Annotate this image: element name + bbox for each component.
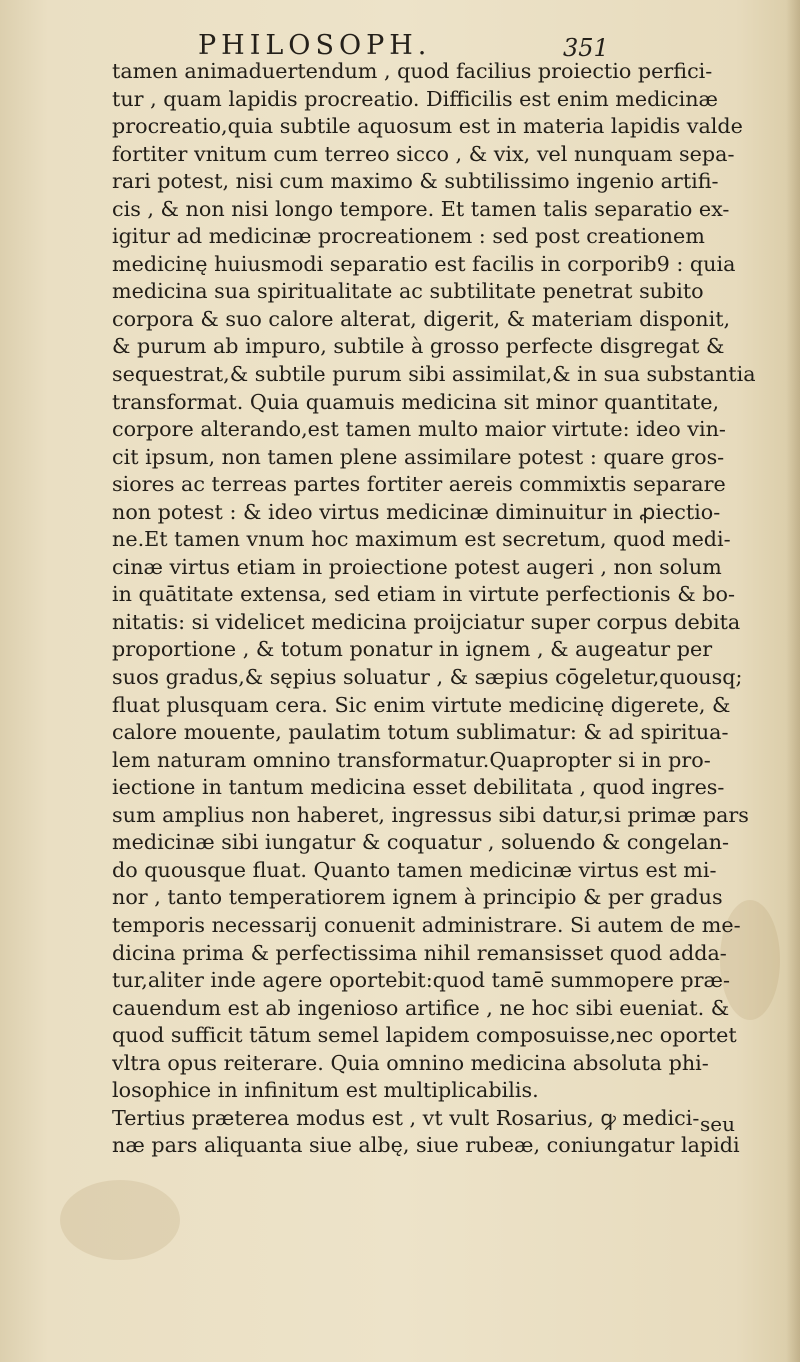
text-line: medicina sua spiritualitate ac subtilitate penetrat subito — [112, 279, 704, 304]
text-line: medicinæ sibi iungatur & coquatur , soluendo & congelan- — [112, 830, 730, 855]
text-line: cinæ virtus etiam in proiectione potest augeri , non solum — [112, 554, 722, 579]
text-line: siores ac terreas partes fortiter aereis commixtis separare — [112, 472, 726, 497]
text-line: nor , tanto temperatiorem ignem à principio & per gradus — [112, 885, 723, 910]
body-text — [112, 58, 784, 1160]
text-line: procreatio,quia subtile aquosum est in materia lapidis valde — [112, 114, 743, 139]
text-line: temporis necessarij conuenit administrare. Si autem de me- — [112, 912, 741, 937]
text-line: dicina prima & perfectissima nihil remansisset quod adda- — [112, 940, 727, 965]
text-line: losophice in infinitum est multiplicabilis. — [112, 1078, 539, 1103]
text-line: corpore alterando,est tamen multo maior virtute: ideo vin- — [112, 417, 726, 442]
paper-stain — [60, 1180, 180, 1260]
running-head: PHILOSOPH. — [198, 30, 432, 61]
text-line: cit ipsum, non tamen plene assimilare potest : quare gros- — [112, 444, 725, 469]
text-line: corpora & suo calore alterat, digerit, & materiam disponit, — [112, 306, 731, 331]
text-line: calore mouente, paulatim totum sublimatur: & ad spiritua- — [112, 720, 729, 745]
text-line: vltra opus reiterare. Quia omnino medicina absoluta phi- — [112, 1050, 709, 1075]
text-line: sequestrat,& subtile purum sibi assimilat,& in sua substantia — [112, 362, 756, 387]
text-line: non potest : & ideo virtus medicinæ diminuitur in ꝓiectio- — [112, 499, 721, 524]
text-line: do quousque fluat. Quanto tamen medicinæ virtus est mi- — [112, 857, 717, 882]
text-line: tur , quam lapidis procreatio. Difficilis est enim medicinæ — [112, 86, 718, 111]
text-line: medicinę huiusmodi separatio est facilis in corporib9 : quia — [112, 251, 736, 276]
text-line: proportione , & totum ponatur in ignem , & augeatur per — [112, 637, 713, 662]
text-line: & purum ab impuro, subtile à grosso perfecte disgregat & — [112, 334, 725, 359]
text-line: quod sufficit tātum semel lapidem composuisse,nec oportet — [112, 1023, 737, 1048]
text-line: suos gradus,& sępius soluatur , & sæpius cōgeletur,quousq; — [112, 665, 743, 690]
text-line: næ pars aliquanta siue albę, siue rubeæ, coniungatur lapidi — [112, 1133, 740, 1158]
text-line: lem naturam omnino transformatur.Quapropter si in pro- — [112, 747, 711, 772]
text-line: sum amplius non haberet, ingressus sibi datur,si primæ pars — [112, 802, 749, 827]
text-line: rari potest, nisi cum maximo & subtilissimo ingenio artifi- — [112, 169, 719, 194]
text-line: nitatis: si videlicet medicina proijciatur super corpus debita — [112, 609, 741, 634]
text-line: tamen animaduertendum , quod facilius proiectio perfici- — [112, 59, 713, 83]
text-line: tur,aliter inde agere oportebit:quod tamē summopere præ- — [112, 968, 730, 993]
page-number: 351 — [563, 34, 609, 62]
text-line: Tertius præterea modus est , vt vult Rosarius, ꝙ medici- — [112, 1105, 700, 1130]
page-edge-shadow — [786, 0, 800, 1362]
text-line: fluat plusquam cera. Sic enim virtute medicinę digerete, & — [112, 692, 731, 717]
text-line: cauendum est ab ingenioso artifice , ne hoc sibi eueniat. & — [112, 995, 730, 1020]
text-line: in quātitate extensa, sed etiam in virtute perfectionis & bo- — [112, 582, 735, 607]
text-line: fortiter vnitum cum terreo sicco , & vix, vel nunquam sepa- — [112, 141, 735, 166]
text-line: transformat. Quia quamuis medicina sit minor quantitate, — [112, 389, 720, 414]
catchword: seu — [700, 1112, 735, 1136]
text-line: iectione in tantum medicina esset debilitata , quod ingres- — [112, 775, 725, 800]
text-line: cis , & non nisi longo tempore. Et tamen talis separatio ex- — [112, 196, 730, 221]
text-line: ne.Et tamen vnum hoc maximum est secretum, quod medi- — [112, 527, 731, 552]
text-line: igitur ad medicinæ procreationem : sed post creationem — [112, 224, 705, 249]
